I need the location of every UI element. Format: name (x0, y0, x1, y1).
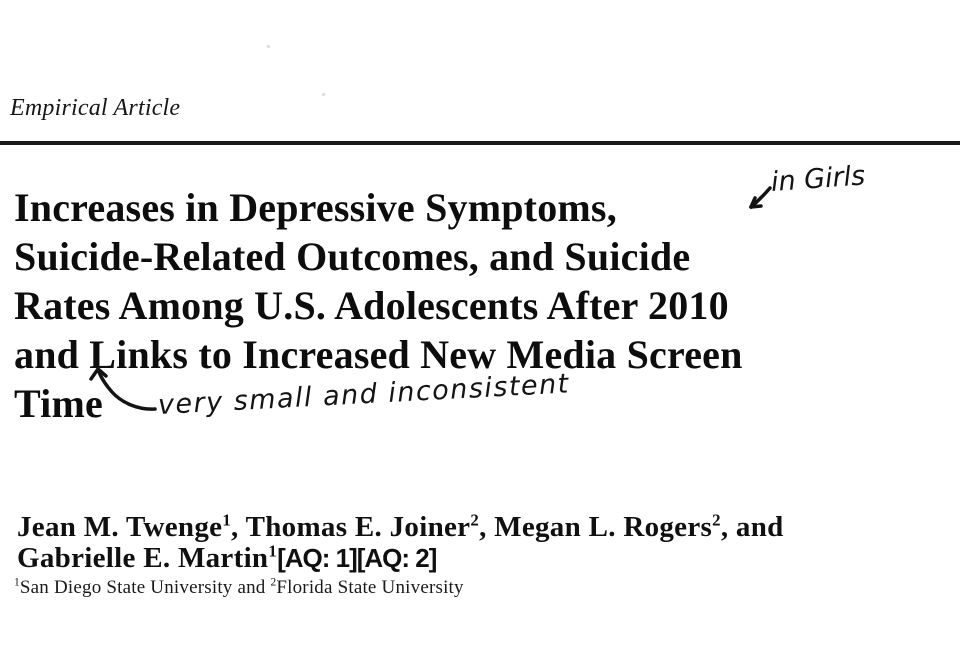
author-query-tags: [AQ: 1][AQ: 2] (277, 543, 437, 573)
author-line-1 (17, 512, 784, 543)
author-conjunction: , and (720, 511, 784, 543)
author-affiliation-sup: 1 (268, 541, 278, 561)
affiliation-sup: 1 (14, 576, 20, 589)
header-divider-rule (0, 141, 960, 145)
title-line-5: Time (14, 381, 103, 426)
scan-speck (267, 45, 270, 48)
author-name: , Megan L. Rogers (479, 511, 713, 543)
affiliation-text: San Diego State University and (19, 577, 271, 598)
scan-speck (322, 93, 325, 96)
handwritten-margin-note: very small and inconsistent (157, 368, 571, 421)
handwritten-insertion-note: in Girls (769, 160, 867, 198)
author-name: Gabrielle E. Martin (17, 542, 269, 574)
affiliations-line (14, 577, 464, 599)
author-name: Jean M. Twenge (17, 511, 223, 543)
author-byline (17, 512, 784, 574)
author-name: , Thomas E. Joiner (231, 511, 471, 543)
affiliation-sup: 2 (270, 576, 277, 589)
title-line-2: Suicide-Related Outcomes, and Suicide (14, 234, 691, 279)
author-affiliation-sup: 2 (712, 510, 721, 530)
section-label: Empirical Article (10, 95, 181, 121)
title-line-4: and Links to Increased New Media Screen (14, 332, 743, 377)
affiliation-text: Florida State University (276, 577, 464, 598)
title-line-3: Rates Among U.S. Adolescents After 2010 (14, 283, 729, 328)
title-line-1: Increases in Depressive Symptoms, (14, 185, 617, 230)
author-affiliation-sup: 1 (222, 510, 232, 530)
author-affiliation-sup: 2 (470, 510, 480, 530)
author-line-2 (17, 543, 784, 574)
